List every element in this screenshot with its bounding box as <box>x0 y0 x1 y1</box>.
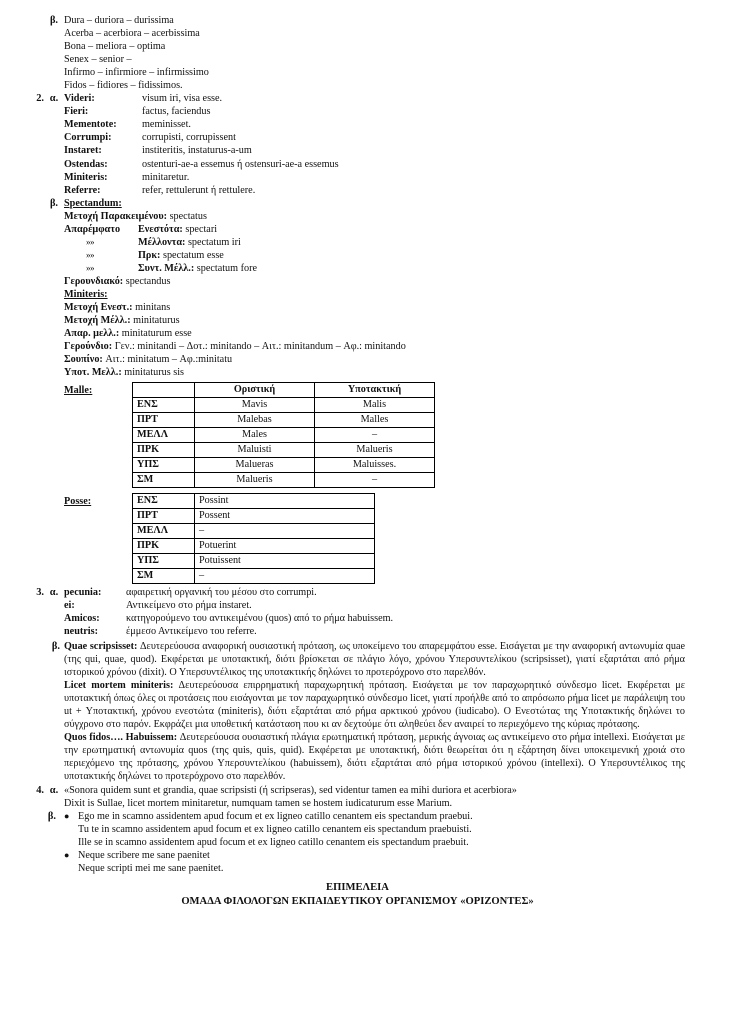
paragraph-text: Δευτερεύουσα ουσιαστική πλάγια ερωτηματική πρόταση, μερικής άγνοιας ως αντικείμενο στο ρήμα intellexi. Εισάγεται με την ερωτηματική αντωνυμία quos (της quis, quis, quid). Εκφέρεται με υποτακτική, διότι θεωρείται ότι η εξάρτηση δίνει υποκειμενική χροιά στο περιεχόμενο της πρότασης, χρόνου Υπερσυντελίκου (habuissem), διότι εξαρτάται από ρήμα ιστορικού χρόνου (intellexi). Ο Υπερσυντέλικος της υποτακτικής δηλώνει το προτερόχρονο στο παρελθόν. <box>64 731 685 782</box>
row-label: ΠΡΚ <box>133 539 195 554</box>
verb-value: institeritis, instaturus-a-um <box>142 145 252 157</box>
verb-list <box>64 92 693 196</box>
verb-label: Videri: <box>64 93 95 105</box>
row-indicative: Mavis <box>195 398 315 413</box>
verb-label: Fieri: <box>64 106 89 118</box>
table-row <box>133 494 375 509</box>
definition-value: αφαιρετική οργανική του μέσου στο corrumpi. <box>126 587 317 599</box>
miniteris-value: minitaturum esse <box>121 328 192 340</box>
row-value: Potuerint <box>195 539 375 554</box>
section-3-alpha <box>22 586 693 638</box>
infinitive-tense: Πρκ: <box>138 249 161 261</box>
comparative-line: Senex – senior – <box>64 54 132 66</box>
arrows-marker-icon: »» <box>86 262 94 273</box>
miniteris-value: Γεν.: minitandi – Δοτ.: minitando – Αιτ.: minitandum – Αφ.: minitando <box>114 341 406 353</box>
bullet-text-block <box>78 810 693 849</box>
verb-row <box>64 105 693 118</box>
infinitive-tense: Συντ. Μέλλ.: <box>138 262 195 274</box>
table-row <box>133 428 435 443</box>
definition-row <box>64 612 693 625</box>
row-value: – <box>195 524 375 539</box>
row-label: ΣΜ <box>133 473 195 488</box>
infinitive-label: Απαρέμφατο <box>64 223 121 235</box>
row-indicative: Malueras <box>195 458 315 473</box>
bullet-groups <box>64 810 693 875</box>
section-3-beta <box>22 640 693 784</box>
infinitive-value: spectatum esse <box>162 249 224 261</box>
malle-table-block <box>64 382 693 488</box>
footer-organization: ΟΜΑΔΑ ΦΙΛΟΛΟΓΩΝ ΕΚΠΑΙΔΕΥΤΙΚΟΥ ΟΡΓΑΝΙΣΜΟΥ «ΟΡΙΖΟΝΤΕΣ» <box>181 896 534 908</box>
table-row <box>133 509 375 524</box>
definition-value: κατηγορούμενο του αντικειμένου (quos) από το ρήμα habuissem. <box>126 613 394 625</box>
miniteris-row <box>64 301 693 314</box>
verb-value: refer, rettulerunt ή rettulere. <box>142 184 256 196</box>
row-indicative: Males <box>195 428 315 443</box>
miniteris-row <box>64 340 693 353</box>
miniteris-row <box>64 366 693 379</box>
latin-sentence: Tu te in scamno assidentem apud focum et ex ligneo catillo cenantem eis spectandum praebuisti. <box>78 824 472 836</box>
row-subjunctive: Malis <box>315 398 435 413</box>
table-header-row <box>133 383 435 398</box>
section-4-beta <box>22 810 693 875</box>
row-indicative: Malueris <box>195 473 315 488</box>
row-label: ΣΜ <box>133 569 195 584</box>
row-label: ΠΡΚ <box>133 443 195 458</box>
gerundive-value: spectandus <box>125 275 171 287</box>
participle-perfect-row <box>64 210 693 223</box>
malle-conjugation-table <box>132 382 435 488</box>
infinitive-value: spectatum iri <box>187 236 241 248</box>
section-1-beta <box>22 14 693 92</box>
miniteris-label: Γερούνδιο: <box>64 341 113 353</box>
bullet-group <box>64 849 693 875</box>
infinitive-tense: Ενεστότα: <box>138 223 183 235</box>
latin-sentence: Neque scribere me sane paenitet <box>78 850 210 862</box>
table-row <box>133 398 435 413</box>
paragraph-lead: Licet mortem miniteris: <box>64 679 174 691</box>
section-3-number: 3. <box>36 587 44 599</box>
miniteris-label: Σουπίνο: <box>64 354 103 366</box>
syntax-analysis-paragraphs <box>64 640 685 784</box>
row-subjunctive: Malueris <box>315 443 435 458</box>
posse-table-block <box>64 493 693 584</box>
row-subjunctive: Malles <box>315 413 435 428</box>
section-2-alpha <box>22 92 693 196</box>
definition-label: ei: <box>64 600 75 612</box>
syntax-paragraph <box>64 640 685 679</box>
row-label: ΜΕΛΛ <box>133 524 195 539</box>
definition-value: έμμεσο Αντικείμενο του referre. <box>126 626 257 638</box>
comparative-line: Dura – duriora – durissima <box>64 15 174 26</box>
verb-row <box>64 158 693 171</box>
verb-row <box>64 184 693 197</box>
malle-table-label: Malle: <box>64 385 93 397</box>
infinitive-tense: Μέλλοντα: <box>138 236 186 248</box>
definition-row <box>64 586 693 599</box>
row-label: ΥΠΣ <box>133 458 195 473</box>
miniteris-row <box>64 314 693 327</box>
section-2-beta <box>22 197 693 585</box>
verb-label: Ostendas: <box>64 158 108 170</box>
verb-label: Corrumpi: <box>64 132 112 144</box>
verb-label: Instaret: <box>64 145 102 157</box>
miniteris-label: Υποτ. Μελλ.: <box>64 367 122 379</box>
section-4-alpha-lines <box>64 784 693 810</box>
gerundive-row <box>64 275 693 288</box>
miniteris-label: Μετοχή Ενεστ.: <box>64 302 133 314</box>
infinitive-row <box>64 223 693 236</box>
header-indicative: Οριστική <box>195 383 315 398</box>
document-footer <box>22 881 693 909</box>
paragraph-text: Δευτερεύουσα επιρρηματική παραχωρητική πρόταση. Εισάγεται με τον παραχωρητικό σύνδεσμο licet. Εκφέρεται με υποτακτική όπως όλες οι προτάσεις που εισάγονται με τον παραχωρητικό σύνδεσμο licet, γιατί προήλθε από το απρόσωπο ρήμα licet με παράλειψη του ut + Υποτακτική, χρόνου ενεστώτα (miniteris), διότι εξαρτάται από ρήμα αρκτικού χρόνου (iudicabo). Ο Ενεστώτας της Υποτακτικής δηλώνει το σύγχρονο στο παρόν. Εκφράζει μια υποθετική κατάσταση που κι αν δεχτούμε ότι αληθεύει δεν αναιρεί το περιεχόμενο της κύριας πρότασης. <box>64 679 685 730</box>
latin-sentence: «Sonora quidem sunt et grandia, quae scripsisti (ή scripseras), sed videntur tamen ea mihi duriora et acerbiora» <box>64 785 517 797</box>
paragraph-lead: Quae scripsisset: <box>64 640 138 652</box>
comparative-line: Bona – meliora – optima <box>64 41 166 53</box>
verb-label: Miniteris: <box>64 171 108 183</box>
footer-heading: ΕΠΙΜΕΛΕΙΑ <box>326 882 389 894</box>
arrows-marker-icon: »» <box>86 236 94 247</box>
arrows-marker-icon: »» <box>86 249 94 260</box>
syntax-paragraph <box>64 731 685 783</box>
row-value: Possent <box>195 509 375 524</box>
row-indicative: Malebas <box>195 413 315 428</box>
header-blank <box>133 383 195 398</box>
miniteris-title: Miniteris: <box>64 288 108 300</box>
section-4-beta-marker: β. <box>47 811 56 823</box>
spectandum-block <box>64 197 693 585</box>
row-value: Potuissent <box>195 554 375 569</box>
infinitive-row <box>64 249 693 262</box>
section-3-alpha-marker: α. <box>49 587 59 599</box>
latin-sentence: Ego me in scamno assidentem apud focum et ex ligneo catillo cenantem eis spectandum praebui. <box>78 811 473 823</box>
table-row <box>133 473 435 488</box>
definition-row <box>64 599 693 612</box>
bullet-text-block <box>78 849 693 875</box>
syntax-paragraph <box>64 679 685 731</box>
verb-value: visum iri, visa esse. <box>142 93 223 105</box>
definition-label: neutris: <box>64 626 98 638</box>
miniteris-value: minitans <box>135 302 171 314</box>
section-4-number: 4. <box>36 785 44 797</box>
bullet-group <box>64 810 693 849</box>
miniteris-label: Μετοχή Μέλλ.: <box>64 315 131 327</box>
definition-row <box>64 625 693 638</box>
table-row <box>133 524 375 539</box>
row-subjunctive: – <box>315 428 435 443</box>
comparative-line: Fidos – fidiores – fidissimos. <box>64 80 183 92</box>
verb-row <box>64 171 693 184</box>
infinitive-row <box>64 262 693 275</box>
paragraph-lead: Quos fidos…. Habuissem: <box>64 731 178 743</box>
row-value: Possint <box>195 494 375 509</box>
section-4-alpha <box>22 784 693 810</box>
row-label: ΠΡΤ <box>133 509 195 524</box>
table-row <box>133 413 435 428</box>
posse-table-label: Posse: <box>64 496 92 508</box>
header-subjunctive: Υποτακτική <box>315 383 435 398</box>
miniteris-value: minitaturus sis <box>124 367 185 379</box>
paragraph-text: Δευτερεύουσα αναφορική ουσιαστική πρόταση, ως υποκείμενο του απαρεμφάτου esse. Εισάγεται με την αναφορική αντωνυμία quae (της qui, quae, quod). Εκφέρεται με υποτακτική, διότι βρίσκεται σε πλάγιο λόγο, χρόνου Υπερσυντελίκου (scripsisset), γιατί εξαρτάται από ρήμα ιστορικού χρόνου (dixit). Ο Υπερσυντέλικος της υποτακτικής δηλώνει το προτερόχρονο στο παρελθόν. <box>64 640 685 678</box>
verb-value: factus, faciendus <box>142 106 211 118</box>
miniteris-value: minitaturus <box>133 315 180 327</box>
verb-row <box>64 118 693 131</box>
section-1-beta-marker: β. <box>49 15 59 26</box>
latin-sentence: Ille se in scamno assidentem apud focum et ex ligneo catillo cenantem eis spectandum praebuit. <box>78 837 469 849</box>
comparative-list <box>64 14 209 92</box>
row-indicative: Maluisti <box>195 443 315 458</box>
bullet-icon: ● <box>64 850 70 861</box>
section-2-number: 2. <box>36 93 44 105</box>
row-subjunctive: Maluisses. <box>315 458 435 473</box>
gerundive-label: Γερουνδιακό: <box>64 275 124 287</box>
spectandum-title: Spectandum: <box>64 197 122 209</box>
row-label: ΥΠΣ <box>133 554 195 569</box>
row-subjunctive: – <box>315 473 435 488</box>
verb-value: meminisset. <box>142 119 191 131</box>
verb-value: corrupisti, corrupissent <box>142 132 236 144</box>
participle-perfect-label: Μετοχή Παρακειμένου: <box>64 210 168 222</box>
row-label: ΕΝΣ <box>133 398 195 413</box>
section-2-beta-marker: β. <box>49 197 59 209</box>
section-2-alpha-marker: α. <box>49 93 59 105</box>
latin-sentence: Neque scripti mei me sane paenitet. <box>78 863 224 875</box>
verb-row <box>64 131 693 144</box>
verb-label: Mementote: <box>64 119 117 131</box>
miniteris-row <box>64 353 693 366</box>
row-label: ΠΡΤ <box>133 413 195 428</box>
infinitive-value: spectari <box>185 223 218 235</box>
infinitive-row <box>64 236 693 249</box>
infinitive-value: spectatum fore <box>196 262 258 274</box>
table-row <box>133 458 435 473</box>
verb-row <box>64 144 693 157</box>
row-label: ΜΕΛΛ <box>133 428 195 443</box>
table-row <box>133 569 375 584</box>
definition-value: Αντικείμενο στο ρήμα instaret. <box>126 600 252 612</box>
section-4-alpha-marker: α. <box>49 785 59 797</box>
definition-label: pecunia: <box>64 587 102 599</box>
participle-perfect-value: spectatus <box>169 210 207 222</box>
comparative-line: Acerba – acerbiora – acerbissima <box>64 28 200 40</box>
miniteris-value: Αιτ.: minitatum – Αφ.:minitatu <box>105 354 233 366</box>
posse-conjugation-table <box>132 493 375 584</box>
definition-list <box>64 586 693 638</box>
miniteris-row <box>64 327 693 340</box>
comparative-line: Infirmo – infirmiore – infirmissimo <box>64 67 209 79</box>
miniteris-label: Απαρ. μελλ.: <box>64 328 120 340</box>
row-label: ΕΝΣ <box>133 494 195 509</box>
verb-row <box>64 92 693 105</box>
definition-label: Amicos: <box>64 613 100 625</box>
bullet-icon: ● <box>64 811 70 822</box>
row-value: – <box>195 569 375 584</box>
table-row <box>133 539 375 554</box>
verb-value: ostenturi-ae-a essemus ή ostensuri-ae-a essemus <box>142 158 339 170</box>
section-3-beta-marker: β. <box>51 640 60 652</box>
table-row <box>133 554 375 569</box>
verb-value: minitaretur. <box>142 171 190 183</box>
verb-label: Referre: <box>64 184 101 196</box>
table-row <box>133 443 435 458</box>
latin-sentence: Dixit is Sullae, licet mortem minitaretur, numquam tamen se hostem iudicaturum esse Marium. <box>64 798 453 810</box>
